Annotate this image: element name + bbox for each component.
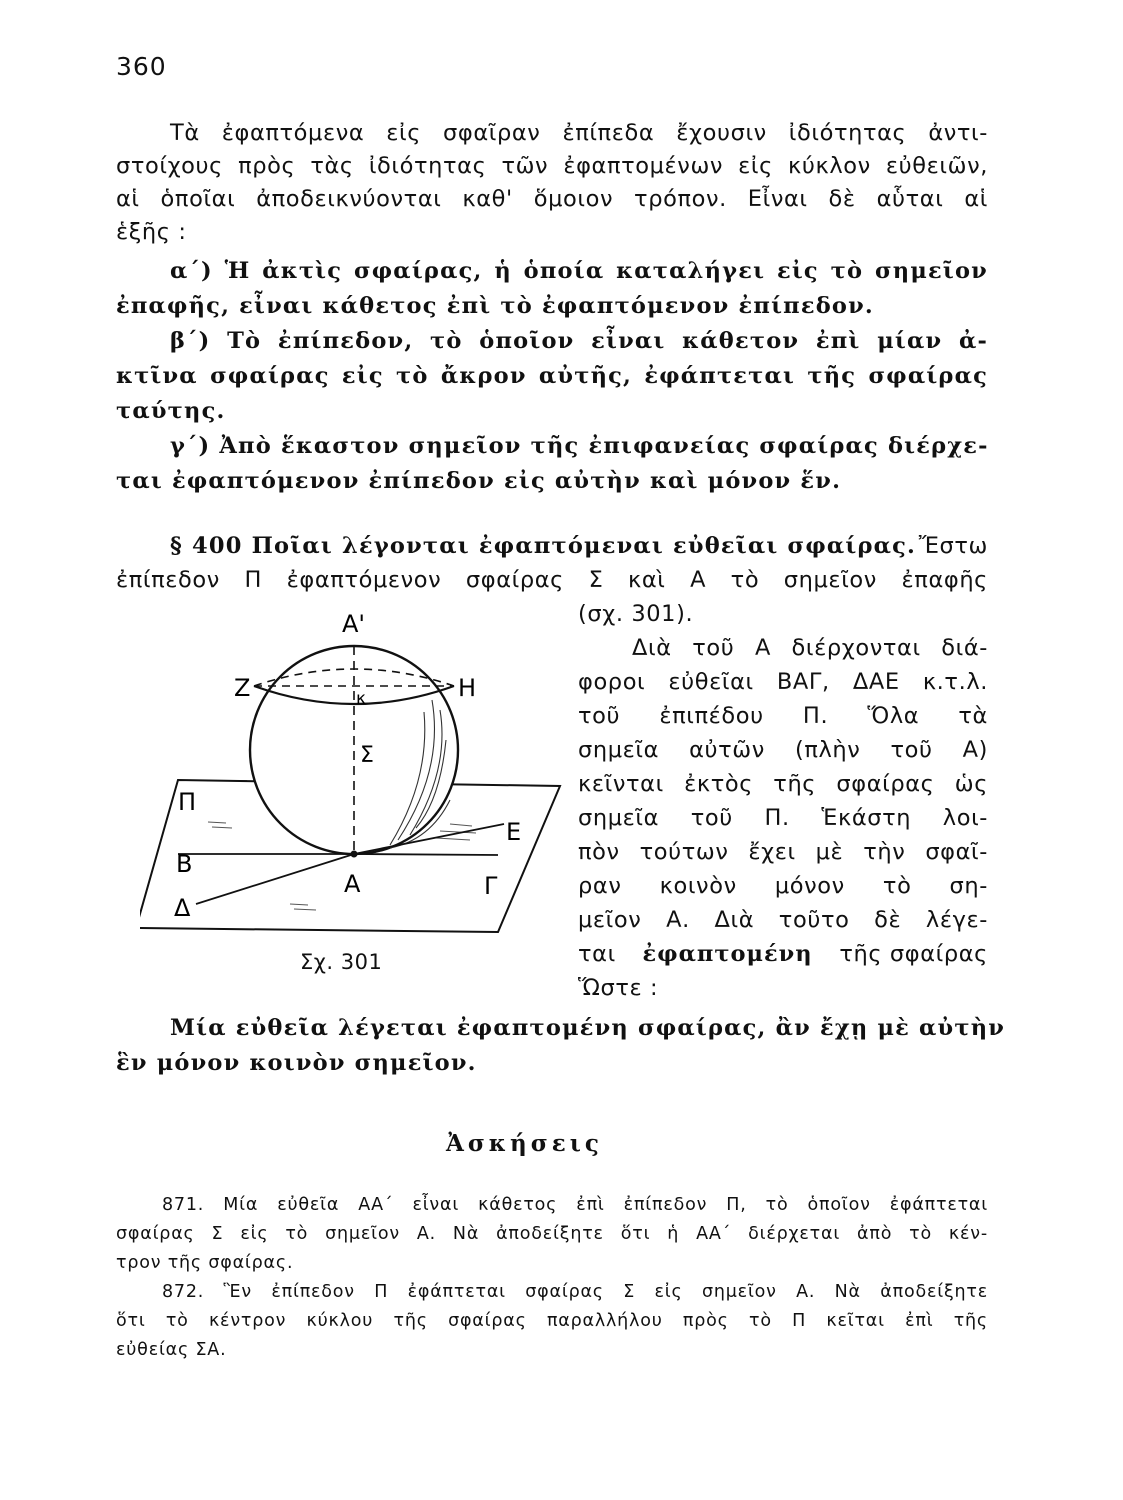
figure-301-sphere-tangent-plane [140,600,570,940]
right-col-line-3: τοῦ ἐπιπέδου Π. Ὅλα τὰ [578,703,988,729]
right-col-line-7: πὸν τούτων ἔχει μὲ τὴν σφαῖ- [578,839,988,865]
exercise-871-line-2: σφαίρας Σ εἰς τὸ σημεῖον Α. Νὰ ἀποδείξητε ὅτι ἡ ΑΑ΄ διέρχεται ἀπὸ τὸ κέν- [116,1224,988,1244]
intro-line-3: αἱ ὁποῖαι ἀποδεικνύονται καθ' ὅμοιον τρόπον. Εἶναι δὲ αὗται αἱ [116,186,988,212]
tangent-line-post: τῆς σφαίρας [839,941,988,967]
exercise-872-line-2: ὅτι τὸ κέντρον κύκλου τῆς σφαίρας παραλλήλου πρὸς τὸ Π κεῖται ἐπὶ τῆς [116,1311,988,1331]
line-AGamma [354,854,498,855]
exercise-871-line-3: τρον τῆς σφαίρας. [116,1253,294,1273]
figure-caption: Σχ. 301 [300,950,383,974]
point-A [351,851,358,858]
property-a-line-2: ἐπαφῆς, εἶναι κάθετος ἐπὶ τὸ ἐφαπτόμενον ἐπίπεδον. [116,293,874,319]
label-A: Α [344,870,361,898]
label-Gamma: Γ [484,872,498,900]
property-b-line-2: κτῖνα σφαίρας εἰς τὸ ἄκρον αὐτῆς, ἐφάπτεται τῆς σφαίρας [116,363,988,389]
section-line-2: ἐπίπεδον Π ἐφαπτόμενον σφαίρας Σ καὶ Α τὸ σημεῖον ἐπαφῆς [116,567,988,593]
theorem-line-2: ἓν μόνον κοινὸν σημεῖον. [116,1050,477,1076]
theorem-line-1: Μία εὐθεῖα λέγεται ἐφαπτομένη σφαίρας, ἂν ἔχῃ μὲ αὐτὴν [170,1015,1006,1041]
right-col-line-9: μεῖον Α. Διὰ τοῦτο δὲ λέγε- [578,907,988,933]
tangent-term: ἐφαπτομένη [642,941,813,967]
intro-line-4: ἑξῆς : [116,219,187,245]
label-Sigma: Σ [360,743,374,768]
label-B: Β [176,850,193,878]
label-H: Η [458,674,477,702]
exercise-871-line-1: 871. Μία εὐθεῖα ΑΑ΄ εἶναι κάθετος ἐπὶ ἐπίπεδον Π, τὸ ὁποῖον ἐφάπτεται [162,1195,988,1215]
page-number: 360 [116,52,167,81]
label-K: κ [356,689,367,709]
section-title: § 400 Ποῖαι λέγονται ἐφαπτόμεναι εὐθεῖαι σφαίρας. [170,533,917,559]
property-a-line-1: α΄) Ἡ ἀκτὶς σφαίρας, ἡ ὁποία καταλήγει εἰς τὸ σημεῖον [170,258,988,284]
right-col-line-8: ραν κοινὸν μόνον τὸ ση- [578,873,988,899]
right-col-line-4: σημεῖα αὐτῶν (πλὴν τοῦ Α) [578,737,988,763]
property-b-line-3: ταύτης. [116,398,226,424]
label-Delta: Δ [174,894,191,922]
exercise-872-line-1: 872. Ἓν ἐπίπεδον Π ἐφάπτεται σφαίρας Σ εἰς σημεῖον Α. Νὰ ἀποδείξητε [162,1282,988,1302]
label-Pi: Π [178,788,197,816]
right-col-line-2: φοροι εὐθεῖαι ΒΑΓ, ΔΑΕ κ.τ.λ. [578,669,988,695]
label-Z: Ζ [234,674,251,702]
right-col-line-6: σημεῖα τοῦ Π. Ἑκάστη λοι- [578,805,988,831]
property-c-line-1: γ΄) Ἀπὸ ἕκαστον σημεῖον τῆς ἐπιφανείας σφαίρας διέρχε- [170,433,989,459]
exercise-872-line-3: εὐθείας ΣΑ. [116,1340,227,1360]
right-col-line-5: κεῖνται ἐκτὸς τῆς σφαίρας ὡς [578,771,988,797]
right-col-line-1: Διὰ τοῦ Α διέρχονται διά- [632,635,988,661]
property-b-line-1: β΄) Τὸ ἐπίπεδον, τὸ ὁποῖον εἶναι κάθετον ἐπὶ μίαν ἀ- [170,328,988,354]
section-line-3: (σχ. 301). [578,601,694,627]
line-DeltaA [196,854,354,904]
label-A-prime: Α' [342,610,366,638]
section-title-line [170,531,988,561]
property-c-line-2: ται ἐφαπτόμενον ἐπίπεδον εἰς αὐτὴν καὶ μόνον ἕν. [116,468,842,494]
intro-line-1: Τὰ ἐφαπτόμενα εἰς σφαῖραν ἐπίπεδα ἔχουσιν ἰδιότητας ἀντι- [170,120,988,146]
exercises-heading: Ἀσκήσεις [446,1130,603,1157]
tangent-line-pre: ται [578,941,616,967]
conclusion-intro: Ὥστε : [578,975,659,1001]
intro-line-2: στοίχους πρὸς τὰς ἰδιότητας τῶν ἐφαπτομένων εἰς κύκλον εὐθειῶν, [116,153,988,179]
section-title-tail: Ἔστω [918,533,988,559]
label-E: Ε [506,818,522,846]
right-col-line-10 [578,939,988,969]
